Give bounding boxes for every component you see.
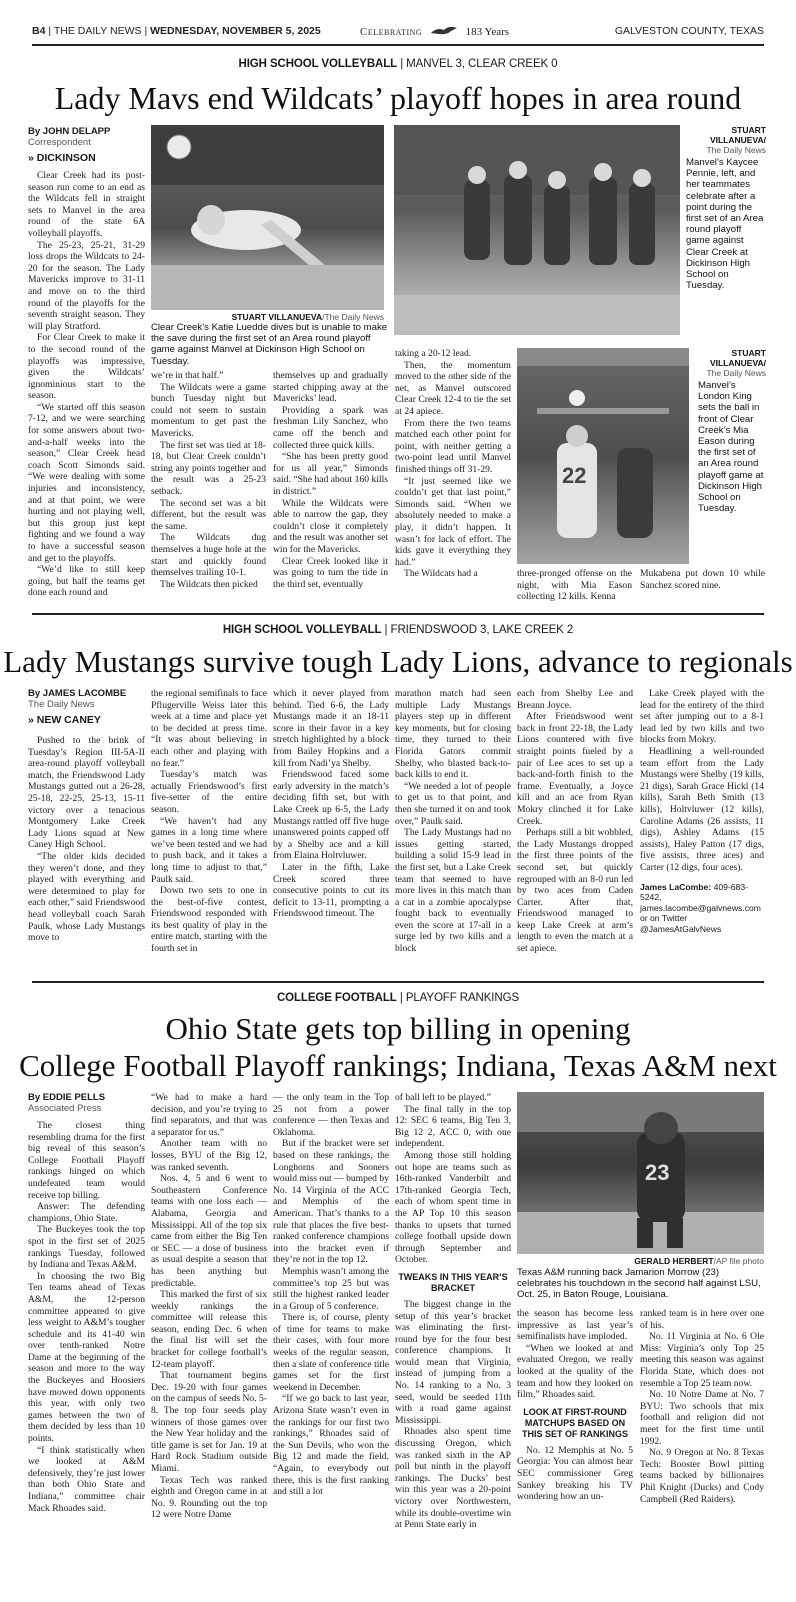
football-photo-caption: Texas A&M running back Jamarion Morrow (23) celebrates his touchdown in the second half against LSU, Oct. 25, in Baton Rouge, Louisiana. xyxy=(517,1267,761,1301)
celebrating-text: Celebrating xyxy=(360,26,423,38)
paragraph: The Wildcats were a game bunch Tuesday night but could not seem to sustain momentum to get past the Mavericks. xyxy=(151,381,266,439)
volleyball-dive-photo xyxy=(151,125,384,310)
paragraph: The Wildcats then picked xyxy=(160,578,258,590)
story1-byline: By JOHN DELAPP xyxy=(28,126,111,137)
story3-kicker-section: COLLEGE FOOTBALL xyxy=(276,992,397,1004)
story3-headline-line-1: Ohio State gets top billing in opening xyxy=(165,1011,631,1046)
photo3-credit-name: STUART VILLANUEVA/ xyxy=(709,348,766,368)
paragraph: “We’d like to still keep going, but half the teams get done each round and xyxy=(28,564,145,599)
paragraph: “The older kids decided they weren’t done, and they played with everything and were determined to play for each other,” said Friendswood head volleyball coach Sarah Paulk, whose Lady Mustangs move to xyxy=(28,850,145,944)
paragraph: Headlining a well-rounded team effort from the Lady Mustangs were Shelby (19 kills, 21 digs), Sarah Grace Hickl (14 kills), Sarah Beth Smith (13 kills), Holtvluwer (12 kills), Caroline Adams (26 assists, 11 digs), Ashley Adams (15 assists), Haley Patton (17 digs, five assists, three aces) and Carter (12 digs, four aces). xyxy=(640,745,764,873)
paragraph: Down two sets to one in the best-of-five contest, Friendswood responded with its best quality of play in the entire match, starting with the fourth set in xyxy=(151,885,267,955)
paragraph: marathon match had seen multiple Lady Mustangs players step up in different key moments, but for closing time, they turned to their Florida Gators commit Shelby, who blasted back-to-back kills to end it. xyxy=(395,688,511,781)
paragraph: Providing a spark was freshman Lily Sanchez, who came off the bench and collected three quick kills. xyxy=(273,404,388,451)
paragraph: Another team with no losses, BYU of the Big 12, was ranked seventh. xyxy=(151,1138,267,1173)
paragraph: After Friendswood went back in front 22-18, the Lady Lions countered with five straight points fueled by a pair of Lee aces to set up a back-and-forth finish to the frame. Eventually, a Joyce kill and an ace from Ryan Mokry clinched it for Lake Creek. xyxy=(517,711,633,827)
story3-column-5 xyxy=(517,1308,633,1503)
story2-column-6 xyxy=(640,688,764,934)
paragraph: Friendswood faced some early adversity in the match’s deciding fifth set, but with Lake Creek up 6-5, the Lady Mustangs rattled off five huge unanswered points capped off by a Shelby ace and a kill from Elaina Holtvluwer. xyxy=(273,769,389,862)
paragraph: Clear Creek had its post-season run come to an end as the Wildcats fell in straight sets to Manvel in the area round of the state 6A volleyball playoffs. xyxy=(28,170,145,239)
photo1-caption: Clear Creek’s Katie Luedde dives but is unable to make the save during the first set of an Area round playoff game against Manvel at Dickinson High School on Tuesday. xyxy=(151,322,388,367)
photo2-caption: Manvel’s Kaycee Pennie, left, and her teammates celebrate after a point during the first set of an Area round playoff game against Clear Creek at Dickinson High School on Tuesday. xyxy=(686,157,764,292)
story2-column-4 xyxy=(395,688,511,955)
story2-headline: Lady Mustangs survive tough Lady Lions, advance to regionals xyxy=(3,644,793,679)
photo2-credit-name: STUART VILLANUEVA/ xyxy=(709,125,766,145)
paragraph: each from Shelby Lee and Breann Joyce. xyxy=(517,688,633,711)
photo3-sidebar xyxy=(698,348,766,514)
story3-kicker: COLLEGE FOOTBALL | PLAYOFF RANKINGS xyxy=(276,992,520,1004)
story2-kicker-section: HIGH SCHOOL VOLLEYBALL xyxy=(222,624,382,636)
anniversary-banner xyxy=(360,24,509,38)
story1-column-5 xyxy=(517,568,632,603)
football-photo-credit xyxy=(517,1256,764,1266)
paragraph: Later in the fifth, Lake Creek scored three consecutive points to cut its deficit to 13-11, prompting a Friendswood timeout. The xyxy=(273,861,389,920)
paragraph: Mukabena put down 10 while Sanchez scored nine. xyxy=(640,568,765,591)
story2-bottom-rule xyxy=(32,981,764,983)
story1-column-1 xyxy=(28,170,145,599)
paragraph: the season has become less impressive as last year’s semifinalists have imploded. xyxy=(517,1308,633,1343)
story2-column-2 xyxy=(151,688,267,955)
paragraph: For Clear Creek to make it to the second round of the playoffs was impressive, given the Wildcats’ ignominious start to the season. xyxy=(28,332,145,402)
header-rule xyxy=(32,44,764,46)
story1-kicker-section: HIGH SCHOOL VOLLEYBALL xyxy=(238,58,398,70)
celebration-photo-image xyxy=(394,125,680,335)
paragraph: The Buckeyes took the top spot in the first set of 2025 rankings Tuesday, followed by Indiana and Texas A&M. xyxy=(28,1224,145,1271)
paragraph: we’re in that half.” xyxy=(151,370,224,381)
reporter-contact xyxy=(640,882,764,935)
story1-kicker: HIGH SCHOOL VOLLEYBALL | MANVEL 3, CLEAR CREEK 0 xyxy=(238,58,558,70)
paragraph: “She has been pretty good for us all year,” Simonds said. “She had about 160 kills in district.” xyxy=(273,451,388,497)
paragraph: themselves up and gradually started chipping away at the Mavericks’ lead. xyxy=(273,370,388,405)
story1-column-6 xyxy=(640,568,765,591)
story3-affiliation: Associated Press xyxy=(28,1103,102,1114)
reporter-contact-details: 409-683-5242, james.lacombe@galvnews.com or on Twitter @JamesAtGalvNews xyxy=(640,881,761,934)
photo1-credit xyxy=(151,312,384,322)
football-credit-org: /AP file photo xyxy=(713,1256,764,1266)
paragraph: “We haven’t had any games in a long time where we’ve been tested and we had to push back, and it takes a long time to adjust to that,” Paulk said. xyxy=(151,815,267,885)
paragraph: The closest thing resembling drama for the first big reveal of this season’s College Football Playoff rankings hinged on which undefeated team would receive top billing. xyxy=(28,1120,145,1201)
paragraph: The 25-23, 25-21, 31-29 loss drops the Wildcats to 24-20 for the season. The Lady Mavericks improve to 31-11 and move on to the third round of the playoffs for the seventh straight season. They will play Stratford. xyxy=(28,239,145,332)
paragraph: Lake Creek played with the lead for the entirety of the third set after jumping out to a 8-1 lead led by two kills and two blocks from Mokry. xyxy=(640,688,764,746)
issue-date: WEDNESDAY, NOVEMBER 5, 2025 xyxy=(150,25,321,37)
story2-column-3 xyxy=(273,688,389,920)
photo3-caption: Manvel’s London King sets the ball in front of Clear Creek’s Mia Eason during the first set of an Area round playoff game at Dickinson High School on Tuesday. xyxy=(698,380,764,515)
paragraph: No. 11 Virginia at No. 6 Ole Miss: Virginia’s only Top 25 meeting this season was against Florida State, which does not resemble a Top 25 team now. xyxy=(640,1331,764,1389)
photo1-credit-org: /The Daily News xyxy=(322,312,384,322)
photo3-credit-org: The Daily News xyxy=(706,368,766,378)
paragraph: This marked the first of six weekly rankings the committee will release this season, ending Dec. 6 when the final list will set the bracket for college football’s 12-team playoff. xyxy=(151,1289,267,1370)
football-touchdown-photo xyxy=(517,1092,764,1254)
story2-affiliation: The Daily News xyxy=(28,699,95,710)
paragraph: The second set was a bit different, but the result was the same. xyxy=(151,497,266,532)
story1-column-3 xyxy=(273,370,388,590)
paragraph: The first set was tied at 18-18, but Clear Creek couldn’t string any points together and the result was a 25-23 setback. xyxy=(151,439,266,497)
paragraph: From there the two teams matched each other point for point, with neither getting a two-point lead until Manvel finished things off 31-29. xyxy=(395,417,511,475)
story1-column-4 xyxy=(395,348,511,580)
team-celebration-photo xyxy=(394,125,680,335)
paragraph: No. 10 Notre Dame at No. 7 BYU: Two schools that mix football and religion did not meet for the first time until 1992. xyxy=(640,1389,764,1447)
paragraph: In choosing the two Big Ten teams ahead of Texas A&M, the 12-person committee appeared to give less weight to A&M’s tougher schedule and its 41-40 win over tenth-ranked Notre Dame at the beginning of the season and more to the way the Buckeyes and Hoosiers have mowed down opponents this year, with only two games between the two of them decided by less than 10 points. xyxy=(28,1270,145,1445)
story1-headline: Lady Mavs end Wildcats’ playoff hopes in area round xyxy=(54,80,742,116)
story1-column-2 xyxy=(151,370,266,590)
paragraph: Among those still holding out hope are teams such as 16th-ranked Vanderbilt and 17th-ranked Georgia Tech, each of whom spent time in the AP Top 10 this season thanks to upsets that turned college football upside down through September and October. xyxy=(395,1149,511,1266)
photo2-credit-org: The Daily News xyxy=(706,145,766,155)
paragraph: That tournament begins Dec. 19-20 with four games on the campus of seeds No. 5-8. The top four seeds play winners of those games over the New Year holiday and the title game is set for Jan. 19 at Hard Rock Stadium outside Miami. xyxy=(151,1370,267,1474)
story1-byline-block xyxy=(28,126,146,168)
story3-column-2 xyxy=(151,1092,267,1521)
paragraph: “If we go back to last year, Arizona State wasn’t even in the rankings for our first two rankings,” Rhoades said of the Sun Devils, who won the Big 12 and made the field. “Again, to everybody out there, this is the first ranking and still a lot xyxy=(273,1393,389,1498)
paragraph: which it never played from behind. Tied 6-6, the Lady Mustangs made it an 18-11 score in their favor in a key stretch highlighted by a block from Bailey Hopkins and a kill from Nadi’ya Shelby. xyxy=(273,688,389,769)
paragraph: Rhoades also spent time discussing Oregon, which was ranked sixth in the AP poll but ninth in the playoff rankings. The Ducks’ best win this year was a 20-point victory over Northwestern, while its double-overtime win at Penn State early in xyxy=(395,1426,511,1531)
paragraph: “We needed a lot of people to get us to that point, and then she turned it on and took over,” Paulk said. xyxy=(395,780,511,827)
paragraph: Answer: The defending champions, Ohio State. xyxy=(28,1201,145,1224)
football-credit-name: GERALD HERBERT xyxy=(634,1256,714,1266)
photo1-credit-name: STUART VILLANUEVA xyxy=(231,312,323,322)
story1-kicker-score: MANVEL 3, CLEAR CREEK 0 xyxy=(406,58,558,70)
story2-kicker: HIGH SCHOOL VOLLEYBALL | FRIENDSWOOD 3, LAKE CREEK 2 xyxy=(222,624,574,636)
paragraph: ranked team is in here over one of his. xyxy=(640,1308,764,1331)
svg-text:22: 22 xyxy=(562,463,587,488)
paragraph: No. 12 Memphis at No. 5 Georgia: You can almost hear SEC commissioner Greg Sankey breaking his TV wondering how an un- xyxy=(517,1444,633,1503)
paragraph: “It just seemed like we couldn’t get that last point,” Simonds said. “When we absolutely needed to make a play, it didn’t happen. It wasn’t for lack of effort. The kids gave it everything they had.” xyxy=(395,475,511,568)
story2-column-5 xyxy=(517,688,633,955)
dive-photo-image xyxy=(151,125,384,310)
story2-column-1 xyxy=(28,735,145,944)
pelican-logo-icon xyxy=(429,24,459,37)
svg-text:23: 23 xyxy=(645,1160,670,1185)
paragraph: “When we looked at and evaluated Oregon, we really looked at the quality of the team and how they looked on film,” Rhoades said. xyxy=(517,1342,633,1401)
page-header-bar xyxy=(32,24,764,40)
location-label: GALVESTON COUNTY, TEXAS xyxy=(614,25,764,37)
story3-column-1 xyxy=(28,1120,145,1514)
story3-column-3 xyxy=(273,1092,389,1498)
paragraph: Perhaps still a bit wobbled, the Lady Mustangs dropped the first three points of the second set, but quickly regrouped with an 8-0 run led by two aces from Caden Carter. After that, Friendswood managed to keep Lake Creek at arm’s length to even the match at a set apiece. xyxy=(517,827,633,955)
paragraph: Tuesday’s match was actually Friendswood’s first five-setter of the entire season. xyxy=(151,769,267,815)
paragraph: There is, of course, plenty of time for teams to make their cases, with four more weeks of the regular season, then a slate of conference title games set for the first weekend in December. xyxy=(273,1312,389,1393)
paragraph: No. 9 Oregon at No. 8 Texas Tech: Booster Bowl pitting teams backed by billionaires Phil Knight (Ducks) and Cody Campbell (Red Raiders). xyxy=(640,1447,764,1505)
photo2-sidebar xyxy=(686,125,766,291)
football-photo-image xyxy=(517,1092,764,1254)
story3-headline-line-2: College Football Playoff rankings; Indiana, Texas A&M next xyxy=(19,1048,777,1083)
paragraph: of ball left to be played.” xyxy=(395,1092,491,1103)
paragraph: taking a 20-12 lead. xyxy=(395,348,472,359)
paragraph: But if the bracket were set based on these rankings, the Longhorns and Sooners would miss out — bumped by No. 14 Virginia of the ACC and Memphis of the American. That’s thanks to a rule that places the five best-ranked conference champions into the bracket even if they’re not in the top 12. xyxy=(273,1138,389,1266)
paragraph: Memphis wasn’t among the committee’s top 25 but was still the highest ranked leader in a Group of 5 conference. xyxy=(273,1265,389,1312)
paragraph: Nos. 4, 5 and 6 went to Southeastern Conference teams with one loss each — Alabama, Georgia and Mississippi. All of the top six came from either the Big Ten or SEC — a dose of business as usual despite a season that has been anything but predictable. xyxy=(151,1173,267,1289)
matchups-subhead: LOOK AT FIRST-ROUND MATCHUPS BASED ON THIS SET OF RANKINGS xyxy=(521,1406,628,1439)
paragraph: “We had to make a hard decision, and you’re trying to find separators, and that was a separator for us.” xyxy=(151,1092,267,1138)
paragraph: The Wildcats had a xyxy=(404,568,478,580)
story1-dateline: » DICKINSON xyxy=(28,152,96,164)
paragraph: “We started off this season 7-12, and we were searching for some answers about two-and-a-half weeks into the season,” Clear Creek head coach Scott Simonds said. “We were dealing with some injuries and inconsistency, and at that point, we were hurting and not playing well, but this group just kept fighting and we found a way to have a successful season and get to the playoffs. xyxy=(28,401,145,564)
tweaks-subhead: TWEAKS IN THIS YEAR’S BRACKET xyxy=(398,1271,508,1293)
years-text: 183 Years xyxy=(465,26,510,38)
paper-name: THE DAILY NEWS xyxy=(53,25,142,37)
paragraph: — the only team in the Top 25 not from a power conference — then Texas and Oklahoma. xyxy=(273,1092,389,1138)
paragraph: The Wildcats dug themselves a huge hole at the start and quickly found themselves trailing 10-1. xyxy=(151,532,266,579)
story3-byline: By EDDIE PELLS xyxy=(28,1092,106,1103)
paragraph: three-pronged offense on the night, with Mia Eason collecting 12 kills. Kenna xyxy=(517,568,632,603)
story2-dateline: » NEW CANEY xyxy=(28,714,101,726)
story1-bottom-rule xyxy=(32,613,764,615)
story2-byline: By JAMES LACOMBE xyxy=(28,688,127,699)
volleyball-set-photo xyxy=(517,348,689,564)
paragraph: The Lady Mustangs had no issues getting started, building a solid 15-9 lead in the first set, but a Lake Creek team that seemed to have more lives in this match than a cat in a zombie apocalypse fought back to eventually even the score at 17-all in a surge led by two kills and a block xyxy=(395,827,511,955)
story3-column-6 xyxy=(640,1308,764,1505)
page-header-left: B4 | THE DAILY NEWS | WEDNESDAY, NOVEMBER 5, 2025 xyxy=(32,25,321,37)
paragraph: Pushed to the brink of Tuesday’s Region III-5A-II area-round playoff volleyball match, the Friendswood Lady Mustangs gutted out a 26-28, 25-18, 22-25, 25-13, 15-11 victory over a tenacious Montgomery Lake Creek Lady Lions squad at New Caney High School. xyxy=(28,735,145,851)
paragraph: The final tally in the top 12: SEC 6 teams, Big Ten 3, Big 12 2, ACC 0, with one independent. xyxy=(395,1103,511,1150)
paragraph: Clear Creek looked like it was going to turn the tide in the third set, eventually xyxy=(273,555,388,590)
paragraph: the regional semifinals to face Pflugerville Weiss later this week at a time and place yet to be decided at press time. “It was about believing in each other and playing with no fear.” xyxy=(151,688,267,769)
story2-byline-block xyxy=(28,688,146,730)
story3-kicker-topic: PLAYOFF RANKINGS xyxy=(405,992,520,1004)
story3-byline-block xyxy=(28,1092,146,1118)
story3-column-4 xyxy=(395,1092,511,1531)
story1-affiliation: Correspondent xyxy=(28,137,91,148)
paragraph: Then, the momentum moved to the other side of the net, as Manvel outscored Clear Creek 12-4 to tie the set at 24 apiece. xyxy=(395,359,511,417)
reporter-contact-name: James LaCombe: xyxy=(640,881,712,892)
paragraph: While the Wildcats were able to narrow the gap, they couldn’t close it completely and the result was another set win for the Mavericks. xyxy=(273,497,388,555)
paragraph: “I think statistically when we looked at A&M defensively, they’re just lower than both Ohio State and Indiana,” committee chair Mack Rhoades said. xyxy=(28,1444,145,1514)
page-number: B4 xyxy=(32,25,46,37)
story2-kicker-score: FRIENDSWOOD 3, LAKE CREEK 2 xyxy=(390,624,574,636)
set-photo-image xyxy=(517,348,689,564)
paragraph: Texas Tech was ranked eighth and Oregon came in at No. 9. Rounding out the top 12 were Notre Dame xyxy=(151,1474,267,1521)
paragraph: The biggest change in the setup of this year’s bracket was eliminating the first-round bye for the four best conference champions. It would mean that Virginia, instead of jumping from a No. 14 ranking to a No. 3 seed, would be seeded 11th with a road game against Mississippi. xyxy=(395,1298,511,1426)
